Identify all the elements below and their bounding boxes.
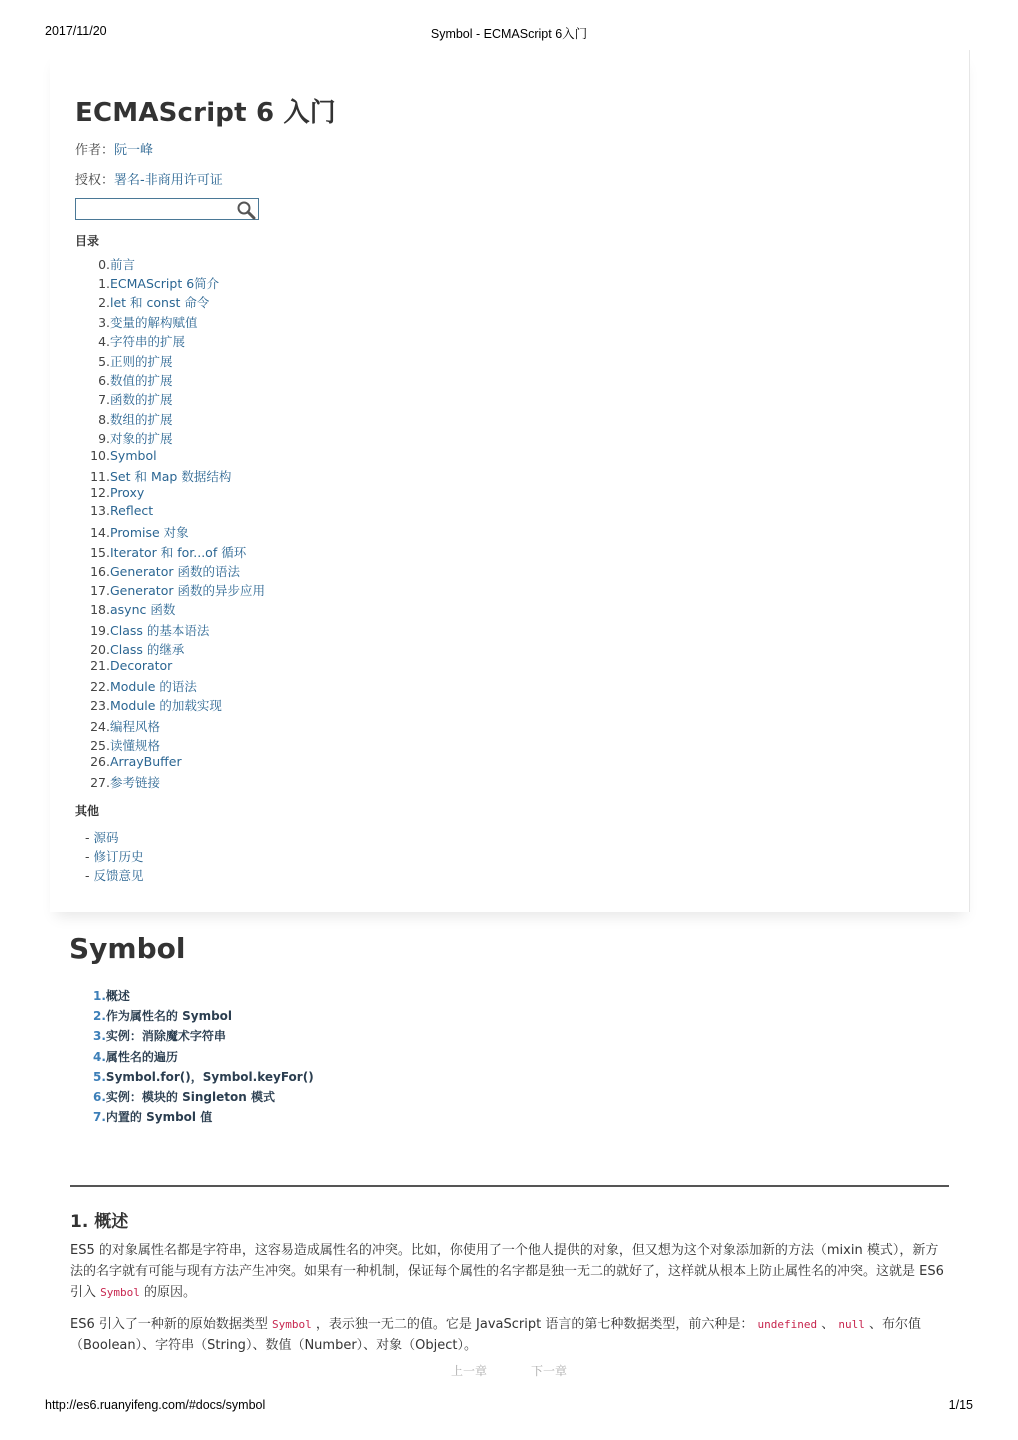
other-item-link[interactable]: 反馈意见 <box>93 868 144 883</box>
toc-item-number: 22. <box>90 679 110 694</box>
toc-item-link[interactable]: async 函数 <box>110 602 176 617</box>
sidebar <box>50 50 970 912</box>
toc-item-link[interactable]: Decorator <box>110 658 173 673</box>
other-item-link[interactable]: 源码 <box>93 830 119 845</box>
print-url: http://es6.ruanyifeng.com/#docs/symbol <box>45 1398 266 1412</box>
prev-chapter-link[interactable]: 上一章 <box>451 1364 488 1378</box>
toc-item-link[interactable]: ECMAScript 6简介 <box>110 276 220 291</box>
p1-line-1: ES5 的对象属性名都是字符串，这容易造成属性名的冲突。比如，你使用了一个他人提供的对象，但又想为这个对象添加新的方法（mixin 模式），新方 <box>70 1243 939 1258</box>
section-toc-label: 实例：模块的 Singleton 模式 <box>105 1090 275 1104</box>
pager <box>0 1362 1018 1380</box>
section-toc-number: 1. <box>93 989 106 1003</box>
toc-item-link[interactable]: Class 的继承 <box>110 642 185 657</box>
toc-item-number: 2. <box>98 295 110 310</box>
toc-item-link[interactable]: 正则的扩展 <box>110 354 173 369</box>
toc-item <box>75 523 189 541</box>
toc-item <box>75 467 231 485</box>
toc-item-number: 16. <box>90 564 110 579</box>
section-toc-item[interactable] <box>93 1068 314 1085</box>
toc-item-link[interactable]: Reflect <box>110 503 154 518</box>
other-item <box>85 847 144 865</box>
toc-item-number: 20. <box>90 642 110 657</box>
divider <box>70 1185 949 1187</box>
section-toc-number: 6. <box>93 1090 106 1104</box>
book-title: ECMAScript 6 入门 <box>75 98 336 128</box>
toc-item-number: 6. <box>98 373 110 388</box>
p2-sep: 、 <box>817 1317 839 1332</box>
toc-item-number: 26. <box>90 754 110 769</box>
inline-code: null <box>838 1318 865 1331</box>
toc-item <box>75 773 160 791</box>
search-box <box>75 198 259 220</box>
toc-item-number: 1. <box>98 276 110 291</box>
section-toc-item[interactable] <box>93 1108 212 1125</box>
toc-item-number: 9. <box>98 431 110 446</box>
toc-item-number: 11. <box>90 469 110 484</box>
section-toc-label: 实例：消除魔术字符串 <box>105 1029 226 1044</box>
print-header <box>45 24 973 42</box>
toc-item <box>75 274 219 292</box>
p1-text-a: 引入 <box>70 1285 101 1300</box>
p2-line-1 <box>70 1314 949 1335</box>
section-toc-label: 内置的 Symbol 值 <box>105 1110 213 1125</box>
toc-item <box>75 485 144 500</box>
toc-item-number: 19. <box>90 623 110 638</box>
toc-item <box>75 658 172 673</box>
toc-heading: 目录 <box>75 234 100 248</box>
toc-item-link[interactable]: 数值的扩展 <box>110 373 173 388</box>
section-toc-item[interactable] <box>93 1027 226 1044</box>
toc-item-link[interactable]: Generator 函数的异步应用 <box>110 583 265 598</box>
toc-item-link[interactable]: 前言 <box>110 257 136 272</box>
toc-item-link[interactable]: 编程风格 <box>110 719 161 734</box>
section-toc-label: Symbol.for()，Symbol.keyFor() <box>105 1069 314 1084</box>
toc-item-link[interactable]: Module 的加载实现 <box>110 698 222 713</box>
toc-item-number: 5. <box>98 354 110 369</box>
p2-text-b: ，表示独一无二的值。它是 JavaScript 语言的第七种数据类型，前六种是： <box>311 1317 758 1332</box>
toc-item-number: 10. <box>90 448 110 463</box>
p2-line-2: （Boolean）、字符串（String）、数值（Number）、对象（Object）。 <box>70 1338 477 1353</box>
section-toc-label: 概述 <box>105 989 130 1003</box>
toc-item-link[interactable]: Promise 对象 <box>110 525 189 540</box>
toc-item <box>75 293 209 311</box>
toc-item <box>75 621 209 639</box>
next-chapter-link[interactable]: 下一章 <box>531 1364 568 1378</box>
toc-item-number: 8. <box>98 412 110 427</box>
toc-item-link[interactable]: 读懂规格 <box>110 738 161 753</box>
toc-item-number: 17. <box>90 583 110 598</box>
search-icon[interactable] <box>236 200 256 220</box>
section-toc-number: 2. <box>93 1009 106 1024</box>
inline-code: Symbol <box>272 1318 312 1331</box>
toc-item-link[interactable]: 函数的扩展 <box>110 392 173 407</box>
toc-item <box>75 677 197 695</box>
toc-item-number: 21. <box>90 658 110 673</box>
toc-item <box>75 640 184 658</box>
toc-item-number: 3. <box>98 315 110 330</box>
section-toc-label: 作为属性名的 Symbol <box>105 1009 233 1024</box>
page-title: Symbol <box>69 932 186 965</box>
toc-item-number: 25. <box>90 738 110 753</box>
other-heading: 其他 <box>75 804 100 818</box>
paragraph-2 <box>70 1314 949 1356</box>
toc-item-link[interactable]: Iterator 和 for...of 循环 <box>110 545 247 560</box>
section-toc-number: 7. <box>93 1110 106 1125</box>
toc-item <box>75 543 246 561</box>
toc-item-link[interactable]: Generator 函数的语法 <box>110 564 240 579</box>
toc-item-number: 18. <box>90 602 110 617</box>
toc-item <box>75 352 173 370</box>
inline-code: undefined <box>757 1318 818 1331</box>
license-line <box>75 169 223 188</box>
toc-item <box>75 448 157 463</box>
toc-item <box>75 696 222 714</box>
author-link[interactable]: 阮一峰 <box>114 143 154 158</box>
toc-item-number: 27. <box>90 775 110 790</box>
section-toc-item[interactable] <box>93 1088 275 1105</box>
p1-text-b: 的原因。 <box>139 1285 197 1300</box>
toc-item <box>75 313 198 331</box>
toc-item-link[interactable]: 参考链接 <box>110 775 161 790</box>
toc-item-link[interactable]: Symbol <box>110 448 157 463</box>
toc-item-number: 13. <box>90 503 110 518</box>
section-toc-item[interactable] <box>93 1007 232 1024</box>
toc-item <box>75 503 153 518</box>
other-item-dash: - <box>85 849 90 864</box>
inline-code: Symbol <box>100 1286 140 1299</box>
toc-item <box>75 754 182 769</box>
print-footer <box>45 1398 973 1416</box>
toc-item <box>75 600 175 618</box>
other-item <box>85 866 144 884</box>
toc-item-link[interactable]: Set 和 Map 数据结构 <box>110 469 232 484</box>
toc-item-link[interactable]: 对象的扩展 <box>110 431 173 446</box>
toc-item-link[interactable]: 字符串的扩展 <box>110 334 186 349</box>
toc-item-number: 14. <box>90 525 110 540</box>
section-toc-item[interactable] <box>93 987 130 1004</box>
p2-text-a: ES6 引入了一种新的原始数据类型 <box>70 1317 273 1332</box>
section-toc-number: 3. <box>93 1029 106 1044</box>
section-heading: 1. 概述 <box>70 1212 129 1232</box>
author-line <box>75 139 153 158</box>
print-page-number: 1/15 <box>948 1398 973 1412</box>
license-label: 授权： <box>75 173 115 188</box>
toc-item-link[interactable]: Proxy <box>110 485 145 500</box>
section-toc-label: 属性名的遍历 <box>105 1049 178 1064</box>
print-page-title: Symbol - ECMAScript 6入门 <box>430 27 588 41</box>
license-link[interactable]: 署名-非商用许可证 <box>114 173 223 188</box>
toc-item-number: 0. <box>98 257 110 272</box>
toc-item <box>75 429 173 447</box>
print-date: 2017/11/20 <box>45 24 107 38</box>
other-item-dash: - <box>85 868 90 883</box>
p1-line-2: 法的名字就有可能与现有方法产生冲突。如果有一种机制，保证每个属性的名字都是独一无二的就好了，这样就从根本上防止属性名的冲突。这就是 ES6 <box>70 1264 944 1279</box>
toc-item <box>75 562 240 580</box>
toc-item-number: 24. <box>90 719 110 734</box>
toc-item-number: 4. <box>98 334 110 349</box>
author-label: 作者： <box>75 143 115 158</box>
other-item <box>85 828 119 846</box>
toc-item-number: 23. <box>90 698 110 713</box>
toc-item-link[interactable]: 变量的解构赋值 <box>110 315 198 330</box>
section-toc-number: 5. <box>93 1069 106 1084</box>
toc-item-link[interactable]: ArrayBuffer <box>110 754 182 769</box>
toc-item-number: 7. <box>98 392 110 407</box>
toc-item-link[interactable]: Module 的语法 <box>110 679 197 694</box>
toc-item <box>75 736 160 754</box>
other-item-dash: - <box>85 830 90 845</box>
section-toc-item[interactable] <box>93 1048 178 1065</box>
toc-item <box>75 390 173 408</box>
toc-item <box>75 410 173 428</box>
toc-item <box>75 717 160 735</box>
toc-item <box>75 371 173 389</box>
section-toc-number: 4. <box>93 1049 106 1064</box>
p2-text-c: 、布尔值 <box>864 1317 921 1332</box>
other-item-link[interactable]: 修订历史 <box>93 849 144 864</box>
toc-item-link[interactable]: 数组的扩展 <box>110 412 173 427</box>
toc-item <box>75 332 185 350</box>
toc-item <box>75 581 265 599</box>
toc-item <box>75 255 135 273</box>
paragraph-1 <box>70 1240 949 1303</box>
toc-item-number: 12. <box>90 485 110 500</box>
toc-item-link[interactable]: let 和 const 命令 <box>110 295 210 310</box>
toc-item-link[interactable]: Class 的基本语法 <box>110 623 210 638</box>
p1-line-3 <box>70 1282 949 1303</box>
toc-item-number: 15. <box>90 545 110 560</box>
search-input[interactable] <box>78 200 228 218</box>
